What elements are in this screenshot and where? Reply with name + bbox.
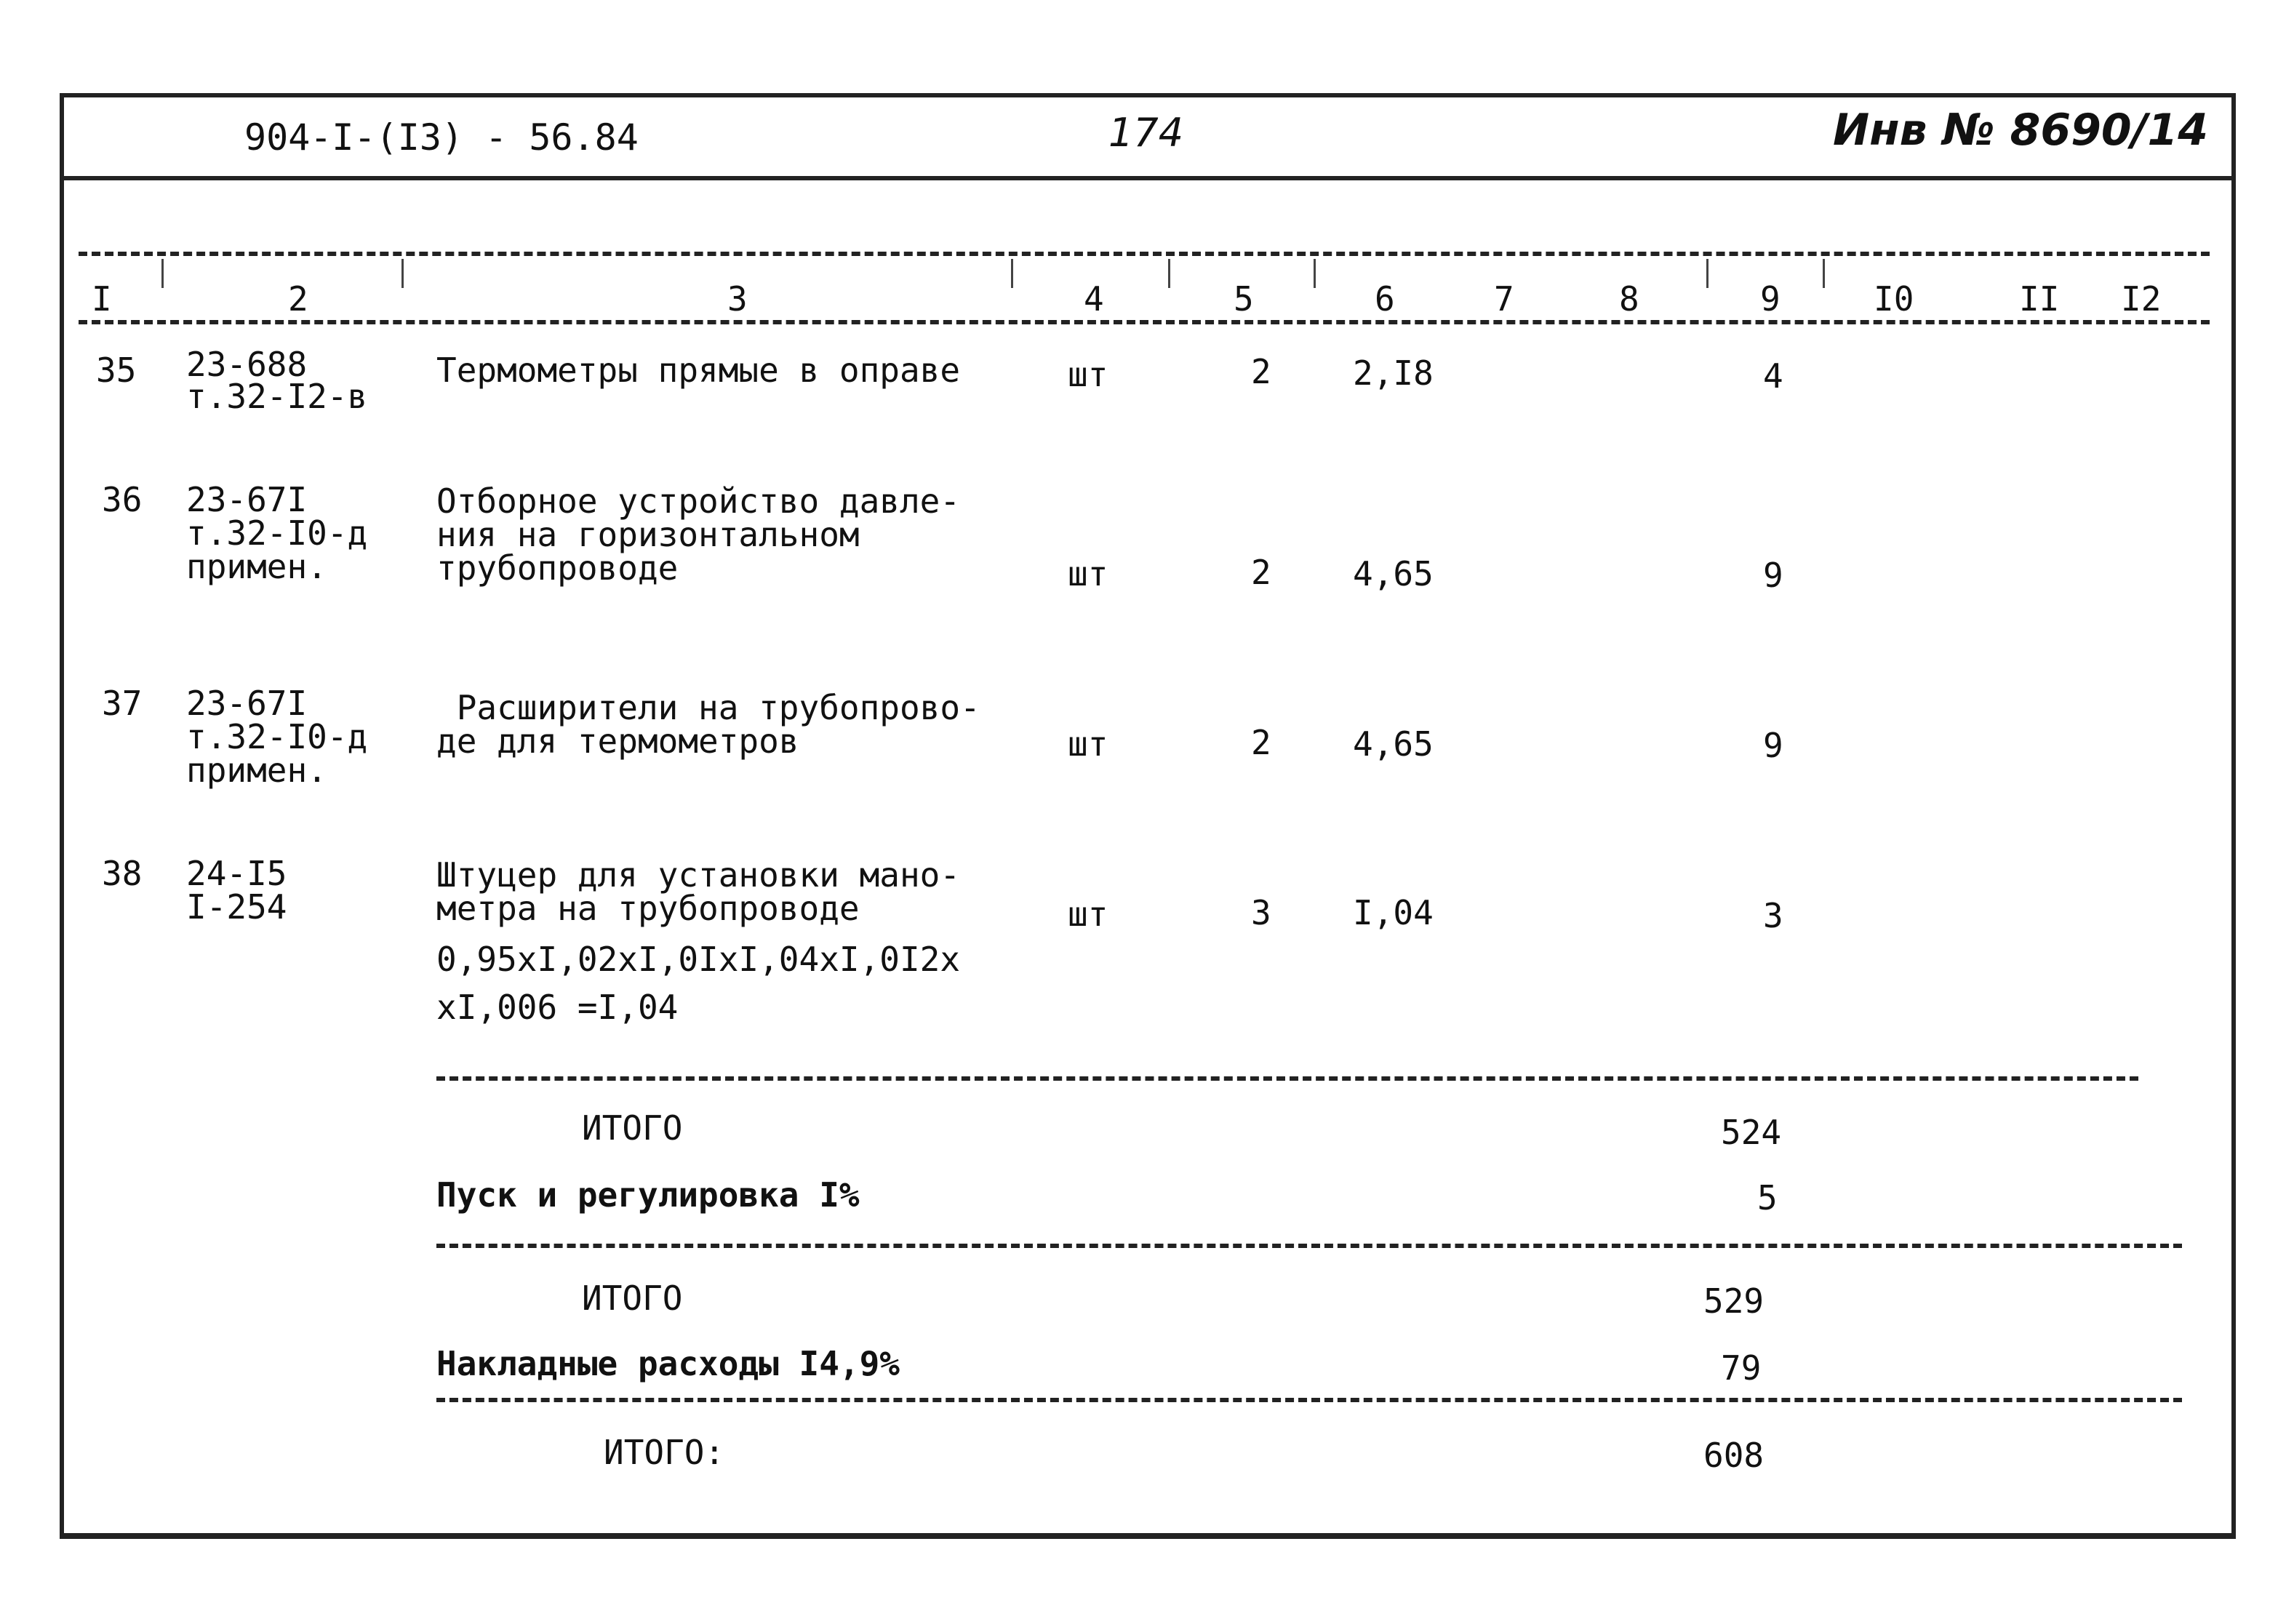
row-unit-price: 4,65 (1353, 724, 1434, 764)
column-separator (1314, 259, 1316, 288)
row-code-line: примен. (186, 547, 327, 586)
column-separator (401, 259, 404, 288)
row-name-line: Отборное устройство давле- (436, 481, 961, 521)
row-code-line: т.32-I0-д (186, 717, 368, 756)
row-unit-price: I,04 (1353, 893, 1434, 932)
column-header-bottom-rule (79, 320, 2210, 324)
row-quantity: 2 (1251, 723, 1271, 762)
row-unit-price: 4,65 (1353, 554, 1434, 593)
row-quantity: 2 (1251, 352, 1271, 391)
subtotal-label: ИТОГО (582, 1279, 683, 1318)
row-name-line: Термометры прямые в оправе (436, 351, 961, 390)
summary-divider (436, 1398, 2182, 1402)
grand-total-value: 608 (1703, 1436, 1765, 1475)
grand-total-label: ИТОГО: (604, 1433, 725, 1472)
row-name-line: метра на трубопроводе (436, 889, 860, 928)
summary-divider (436, 1244, 2182, 1248)
subtotal-value: 524 (1721, 1113, 1782, 1152)
column-header-3: 3 (727, 279, 748, 319)
frame-top-border (60, 93, 2236, 97)
row-quantity: 3 (1251, 893, 1271, 932)
subtotal-value: 529 (1703, 1281, 1765, 1321)
row-name-line: ния на горизонтальном (436, 515, 860, 554)
header-rule (64, 176, 2231, 180)
column-separator (1011, 259, 1013, 288)
frame-bottom-border (64, 1533, 2236, 1539)
row-number: 37 (102, 684, 143, 723)
column-header-9: 9 (1760, 279, 1781, 319)
column-separator (1168, 259, 1170, 288)
page-number: 174 (1108, 110, 1184, 156)
row-code-line: 23-67I (186, 684, 308, 723)
row-number: 38 (102, 854, 143, 893)
summary-divider (436, 1076, 2138, 1081)
row-name-line: трубопроводе (436, 548, 679, 588)
row-number: 35 (96, 351, 137, 390)
column-header-5: 5 (1234, 279, 1254, 319)
column-separator (1706, 259, 1708, 288)
row-name-line: Штуцер для установки мано- (436, 855, 961, 895)
column-header-6: 6 (1375, 279, 1395, 319)
column-separator (161, 259, 164, 288)
column-separator (1823, 259, 1825, 288)
row-code-line: 23-67I (186, 480, 308, 519)
row-code-line: I-254 (186, 887, 287, 927)
row-code-line: примен. (186, 751, 327, 790)
frame-right-border (2231, 93, 2236, 1539)
frame-left-border (60, 93, 64, 1539)
row-formula-line: 0,95хI,02хI,0IхI,04хI,0I2х (436, 940, 961, 979)
row-unit: шт (1068, 724, 1108, 764)
column-header-4: 4 (1084, 279, 1104, 319)
row-name-line: де для термометров (436, 721, 799, 761)
row-code-line: т.32-I2-в (186, 377, 368, 416)
row-unit-price: 2,I8 (1353, 353, 1434, 393)
row-formula-line: хI,006 =I,04 (436, 988, 679, 1027)
overhead-label: Накладные расходы I4,9% (436, 1344, 900, 1383)
row-code-line: 24-I5 (186, 854, 287, 893)
column-header-1: I (92, 279, 112, 319)
column-header-8: 8 (1619, 279, 1639, 319)
row-unit: шт (1068, 355, 1108, 394)
row-number: 36 (102, 480, 143, 519)
column-header-11: II (2019, 279, 2060, 319)
column-header-top-rule (79, 252, 2210, 256)
column-header-10: I0 (1874, 279, 1914, 319)
row-total: 3 (1763, 896, 1783, 935)
row-unit: шт (1068, 895, 1108, 934)
row-unit: шт (1068, 554, 1108, 593)
overhead-value: 79 (1721, 1348, 1762, 1388)
column-header-2: 2 (288, 279, 308, 319)
row-total: 9 (1763, 556, 1783, 595)
row-total: 9 (1763, 726, 1783, 765)
row-name-line: Расширители на трубопрово- (436, 688, 980, 727)
row-code-line: т.32-I0-д (186, 513, 368, 553)
startup-adjustment-value: 5 (1757, 1178, 1778, 1217)
startup-adjustment-label: Пуск и регулировка I% (436, 1175, 860, 1215)
subtotal-label: ИТОГО (582, 1108, 683, 1148)
row-total: 4 (1763, 356, 1783, 396)
inventory-number: Инв № 8690/14 (1833, 105, 2209, 156)
row-code-line: 23-688 (186, 345, 308, 384)
column-header-7: 7 (1494, 279, 1514, 319)
document-code: 904-I-(I3) - 56.84 (244, 116, 639, 159)
row-quantity: 2 (1251, 553, 1271, 592)
column-header-12: I2 (2121, 279, 2162, 319)
